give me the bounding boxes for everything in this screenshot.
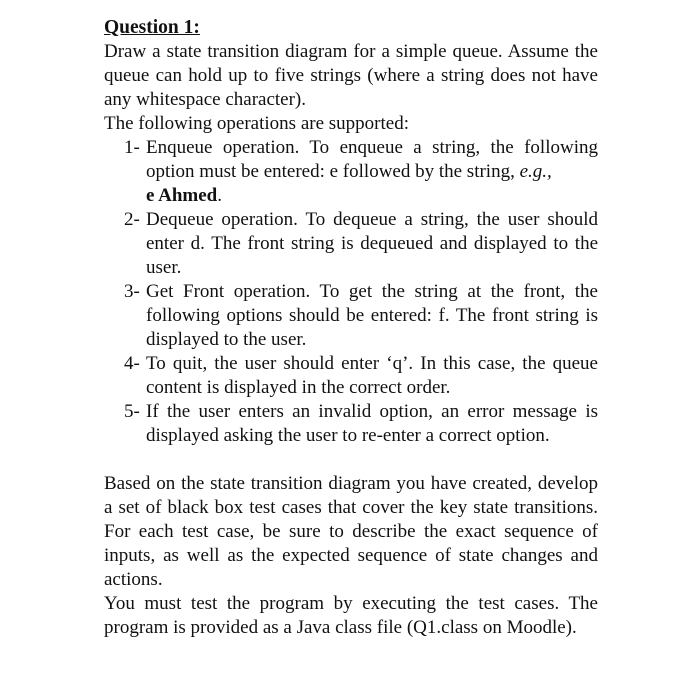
operations-intro: The following operations are supported:: [104, 113, 409, 134]
operation-text: Enqueue operation. To enqueue a string, the following option must be entered: e followed by the string,: [146, 137, 598, 182]
operation-text: Dequeue operation. To dequeue a string, the user should enter d. The front string is dequeued and displayed to the user.: [146, 209, 598, 278]
operation-number: 5-: [124, 401, 140, 422]
operation-number: 4-: [124, 353, 140, 374]
operation-number: 3-: [124, 281, 140, 302]
operation-item-invalid: [104, 400, 598, 448]
operations-list: [104, 136, 598, 448]
execution-paragraph: You must test the program by executing the test cases. The program is provided as a Java class file (Q1.class on Moodle).: [104, 593, 598, 638]
operation-text: If the user enters an invalid option, an error message is displayed asking the user to re-enter a correct option.: [146, 401, 598, 446]
example-end: .: [217, 185, 222, 206]
paragraph-spacer: [104, 448, 598, 472]
operation-item-dequeue: [104, 208, 598, 280]
operation-number: 2-: [124, 209, 140, 230]
operation-item-get-front: [104, 280, 598, 352]
example-command: e Ahmed: [146, 185, 218, 206]
operation-number: 1-: [124, 137, 140, 158]
question-content: [104, 16, 598, 640]
operation-item-enqueue: [104, 136, 598, 208]
operation-item-quit: [104, 352, 598, 400]
testing-paragraph: Based on the state transition diagram you have created, develop a set of black box test cases that cover the key state transitions. For each test case, be sure to describe the exact sequence of inputs, as well as the expected sequence of state changes and actions.: [104, 473, 598, 590]
example-label: e.g.,: [519, 161, 552, 182]
intro-paragraph: Draw a state transition diagram for a simple queue. Assume the queue can hold up to five strings (where a string does not have any whitespace character).: [104, 41, 598, 110]
operation-text: To quit, the user should enter ‘q’. In this case, the queue content is displayed in the correct order.: [146, 353, 598, 398]
operation-text: Get Front operation. To get the string at the front, the following options should be entered: f. The front string is displayed to the user.: [146, 281, 598, 350]
question-title: Question 1:: [104, 17, 200, 38]
